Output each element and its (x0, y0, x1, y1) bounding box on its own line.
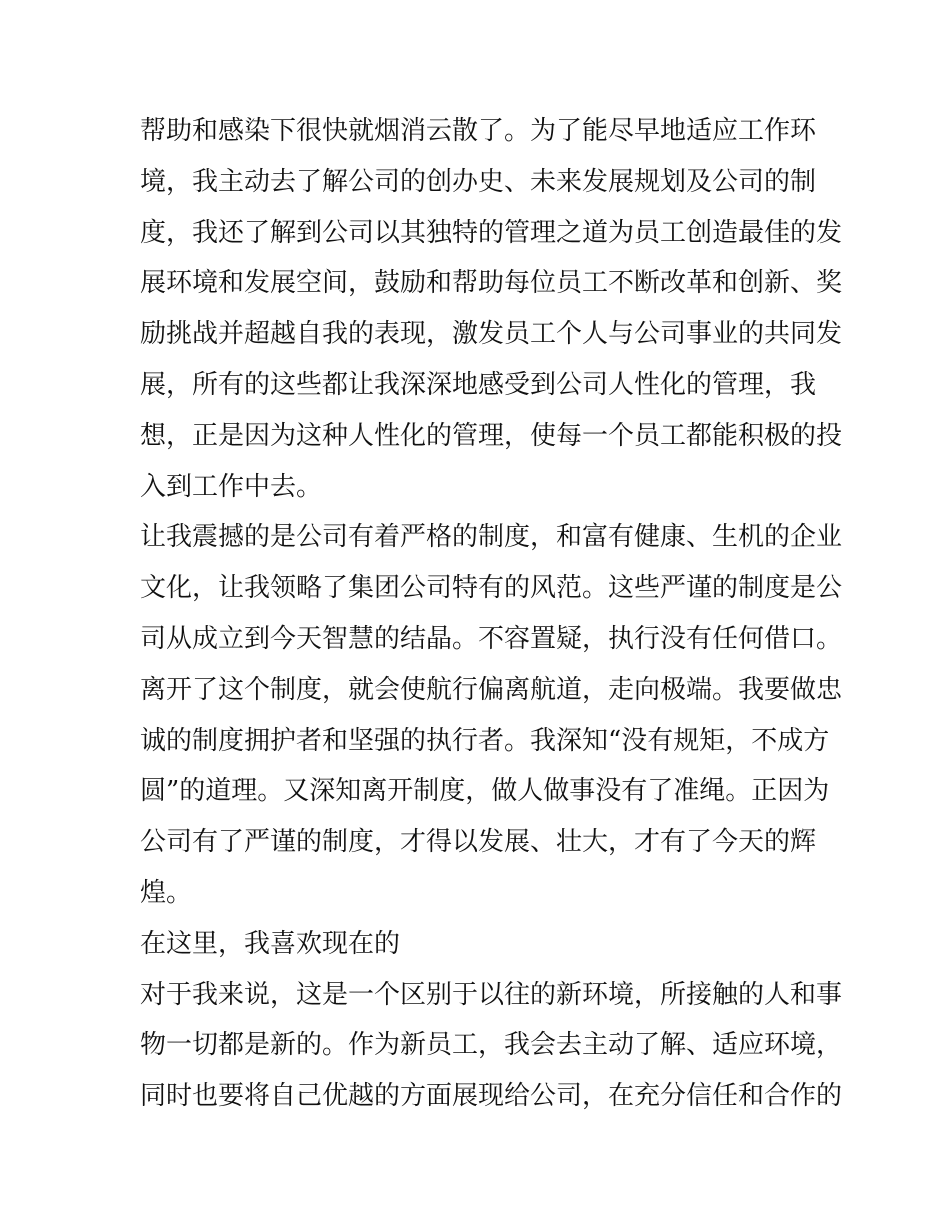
text-line: 想，正是因为这种人性化的管理，使每一个员工都能积极的投 (140, 420, 843, 451)
text-line: 文化，让我领略了集团公司特有的风范。这些严谨的制度是公 (140, 573, 843, 604)
text-line: 展环境和发展空间，鼓励和帮助每位员工不断改革和创新、奖 (140, 268, 843, 299)
text-line: 让我震撼的是公司有着严格的制度，和富有健康、生机的企业 (140, 522, 843, 553)
text-line: 诚的制度拥护者和坚强的执行者。我深知“没有规矩，不成方 (140, 725, 830, 756)
text-line: 度，我还了解到公司以其独特的管理之道为员工创造最佳的发 (140, 217, 843, 248)
text-line: 帮助和感染下很快就烟消云散了。为了能尽早地适应工作环 (140, 116, 817, 146)
text-line: 展，所有的这些都让我深深地感受到公司人性化的管理，我 (140, 369, 817, 400)
text-line: 在这里，我喜欢现在的 (140, 928, 401, 959)
document-body (140, 106, 843, 1122)
text-line: 对于我来说，这是一个区别于以往的新环境，所接触的人和事 (140, 979, 843, 1010)
text-line: 励挑战并超越自我的表现，激发员工个人与公司事业的共同发 (140, 319, 843, 350)
text-line: 境，我主动去了解公司的创办史、未来发展规划及公司的制 (140, 166, 817, 197)
text-line: 圆”的道理。又深知离开制度，做人做事没有了准绳。正因为 (140, 776, 830, 807)
text-line: 入到工作中去。 (140, 471, 323, 502)
text-line: 煌。 (140, 877, 193, 908)
text-line: 司从成立到今天智慧的结晶。不容置疑，执行没有任何借口。 (140, 623, 843, 654)
text-line: 物一切都是新的。作为新员工，我会去主动了解、适应环境， (140, 1030, 843, 1061)
text-line: 同时也要将自己优越的方面展现给公司，在充分信任和合作的 (140, 1081, 843, 1112)
text-line: 公司有了严谨的制度，才得以发展、壮大，才有了今天的辉 (140, 827, 817, 858)
text-line: 离开了这个制度，就会使航行偏离航道，走向极端。我要做忠 (140, 674, 843, 705)
